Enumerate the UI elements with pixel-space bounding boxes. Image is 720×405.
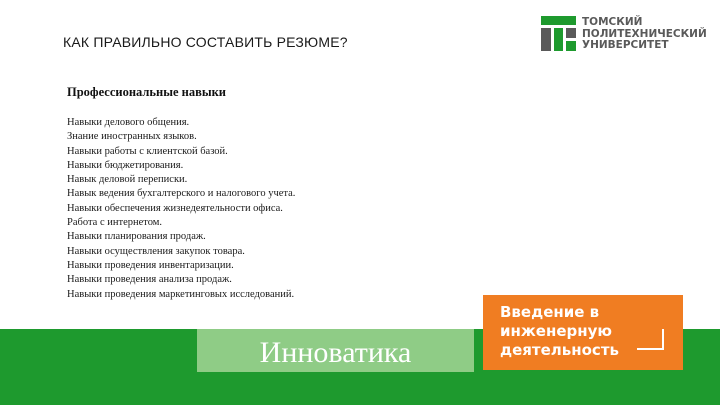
list-item: Навыки планирования продаж. xyxy=(67,231,206,243)
list-item: Навыки проведения анализа продаж. xyxy=(67,274,232,286)
corner-bracket-icon xyxy=(637,329,665,351)
list-item: Навыки работы с клиентской базой. xyxy=(67,145,228,157)
section-heading: Профессиональные навыки xyxy=(67,85,227,99)
logo-line-2: ПОЛИТЕХНИЧЕСКИЙ xyxy=(582,27,707,40)
course-title-line-1: Введение в xyxy=(500,303,600,321)
logo-line-3: УНИВЕРСИТЕТ xyxy=(582,39,669,51)
list-item: Навыки проведения маркетинговых исследований. xyxy=(67,288,295,300)
innovation-label: Инноватика xyxy=(259,336,412,369)
innovation-box xyxy=(197,329,474,372)
logo-line-1: ТОМСКИЙ xyxy=(582,16,643,28)
list-item: Работа с интернетом. xyxy=(67,217,163,229)
list-item: Навык деловой переписки. xyxy=(67,174,188,186)
tpu-logo-icon xyxy=(541,16,576,51)
list-item: Навыки обеспечения жизнедеятельности офиса. xyxy=(67,202,283,214)
list-item: Знание иностранных языков. xyxy=(67,131,197,143)
list-item: Навыки осуществления закупок товара. xyxy=(67,245,245,257)
list-item: Навыки бюджетирования. xyxy=(67,159,184,171)
course-box xyxy=(483,295,683,370)
course-title-line-2: инженерную xyxy=(500,322,612,340)
university-logo xyxy=(541,16,711,54)
list-item: Навык ведения бухгалтерского и налогового учета. xyxy=(67,188,296,200)
logo-text xyxy=(582,17,707,52)
course-title xyxy=(500,303,619,360)
skills-list xyxy=(67,116,295,302)
list-item: Навыки проведения инвентаризации. xyxy=(67,259,234,271)
course-title-line-3: деятельность xyxy=(500,341,619,359)
slide-title: КАК ПРАВИЛЬНО СОСТАВИТЬ РЕЗЮМЕ? xyxy=(63,34,348,50)
list-item: Навыки делового общения. xyxy=(67,117,190,128)
